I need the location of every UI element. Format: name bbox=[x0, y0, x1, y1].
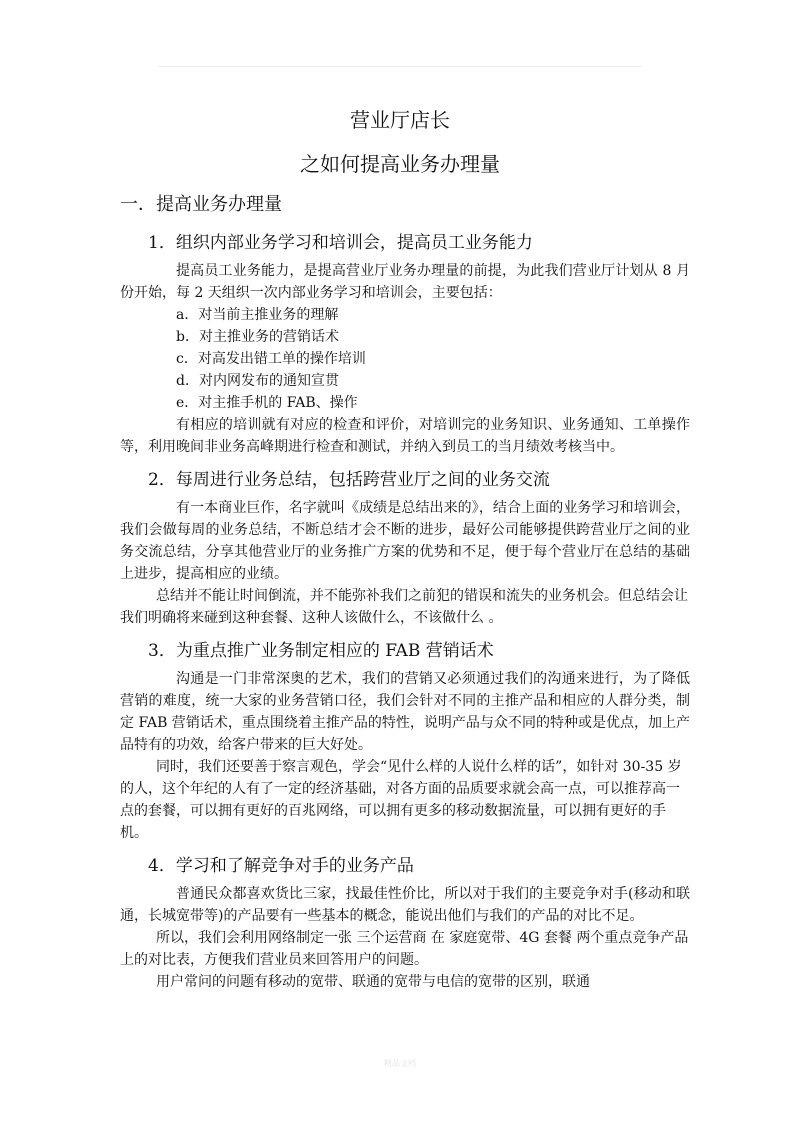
paragraph: 同时，我们还要善于察言观色，学会“见什么样的人说什么样的话”，如针对 30-35 岁的人，这个年纪的人有了一定的经济基础，对各方面的品质要求就会高一点，可以推荐高一点的套餐，可以拥有更好的百兆网络，可以拥有更多的移动数据流量，可以拥有更好的手机。 bbox=[120, 759, 682, 841]
subheading-1: 1．组织内部业务学习和培训会，提高员工业务能力 bbox=[148, 233, 533, 253]
list-item: a．对当前主推业务的理解 bbox=[176, 307, 339, 323]
paragraph: 普通民众都喜欢货比三家，找最佳性价比，所以对于我们的主要竞争对手(移动和联通，长城宽带等)的产品要有一些基本的概念，能说出他们与我们的产品的对比不足。 bbox=[120, 886, 690, 924]
list-item: b．对主推业务的营销话术 bbox=[176, 329, 339, 345]
paragraph: 有一本商业巨作，名字就叫《成绩是总结出来的》，结合上面的业务学习和培训会，我们会做每周的业务总结，不断总结才会不断的进步，最好公司能够提供跨营业厅之间的业务交流总结，分享其他营业厅的业务推广方案的优势和不足，便于每个营业厅在总结的基础上进步，提高相应的业绩。 bbox=[120, 500, 690, 582]
footer-watermark: 精品文档 bbox=[384, 1059, 416, 1068]
doc-title-line2: 之如何提高业务办理量 bbox=[300, 152, 500, 176]
section-heading: 一．提高业务办理量 bbox=[120, 194, 282, 215]
paragraph: 有相应的培训就有对应的检查和评价，对培训完的业务知识、业务通知、工单操作等，利用晚间非业务高峰期进行检查和测试，并纳入到员工的当月绩效考核当中。 bbox=[120, 417, 690, 455]
subheading-4: 4．学习和了解竞争对手的业务产品 bbox=[148, 856, 414, 876]
paragraph: 总结并不能让时间倒流，并不能弥补我们之前犯的错误和流失的业务机会。但总结会让我们明确将来碰到这种套餐、这种人该做什么，不该做什么 。 bbox=[120, 588, 688, 626]
paragraph: 沟通是一门非常深奥的艺术，我们的营销又必须通过我们的沟通来进行，为了降低营销的难度，统一大家的业务营销口径，我们会针对不同的主推产品和相应的人群分类，制定 FAB 营销话术，重点围绕着主推产品的特性，说明产品与众不同的特种或是优点，加上产品特有的功效，给客户带来的巨大好处。 bbox=[120, 671, 690, 753]
paragraph: 所以，我们会利用网络制定一张 三个运营商 在 家庭宽带、4G 套餐 两个重点竞争产品上的对比表，方便我们营业员来回答用户的问题。 bbox=[120, 930, 689, 968]
subheading-3: 3．为重点推广业务制定相应的 FAB 营销话术 bbox=[148, 641, 494, 661]
document-body bbox=[120, 226, 690, 993]
doc-title-line1: 营业厅店长 bbox=[350, 108, 450, 132]
paragraph: 用户常问的问题有移动的宽带、联通的宽带与电信的宽带的区别，联通 bbox=[156, 974, 590, 990]
list-item: e．对主推手机的 FAB、操作 bbox=[176, 395, 358, 411]
subheading-2: 2．每周进行业务总结，包括跨营业厅之间的业务交流 bbox=[148, 470, 550, 490]
list-item: c．对高发出错工单的操作培训 bbox=[176, 351, 366, 367]
list-item: d．对内网发布的通知宣贯 bbox=[176, 373, 339, 389]
paragraph: 提高员工业务能力，是提高营业厅业务办理量的前提，为此我们营业厅计划从 8 月份开始，每 2 天组织一次内部业务学习和培训会，主要包括： bbox=[120, 263, 690, 301]
header-rule bbox=[158, 66, 642, 67]
